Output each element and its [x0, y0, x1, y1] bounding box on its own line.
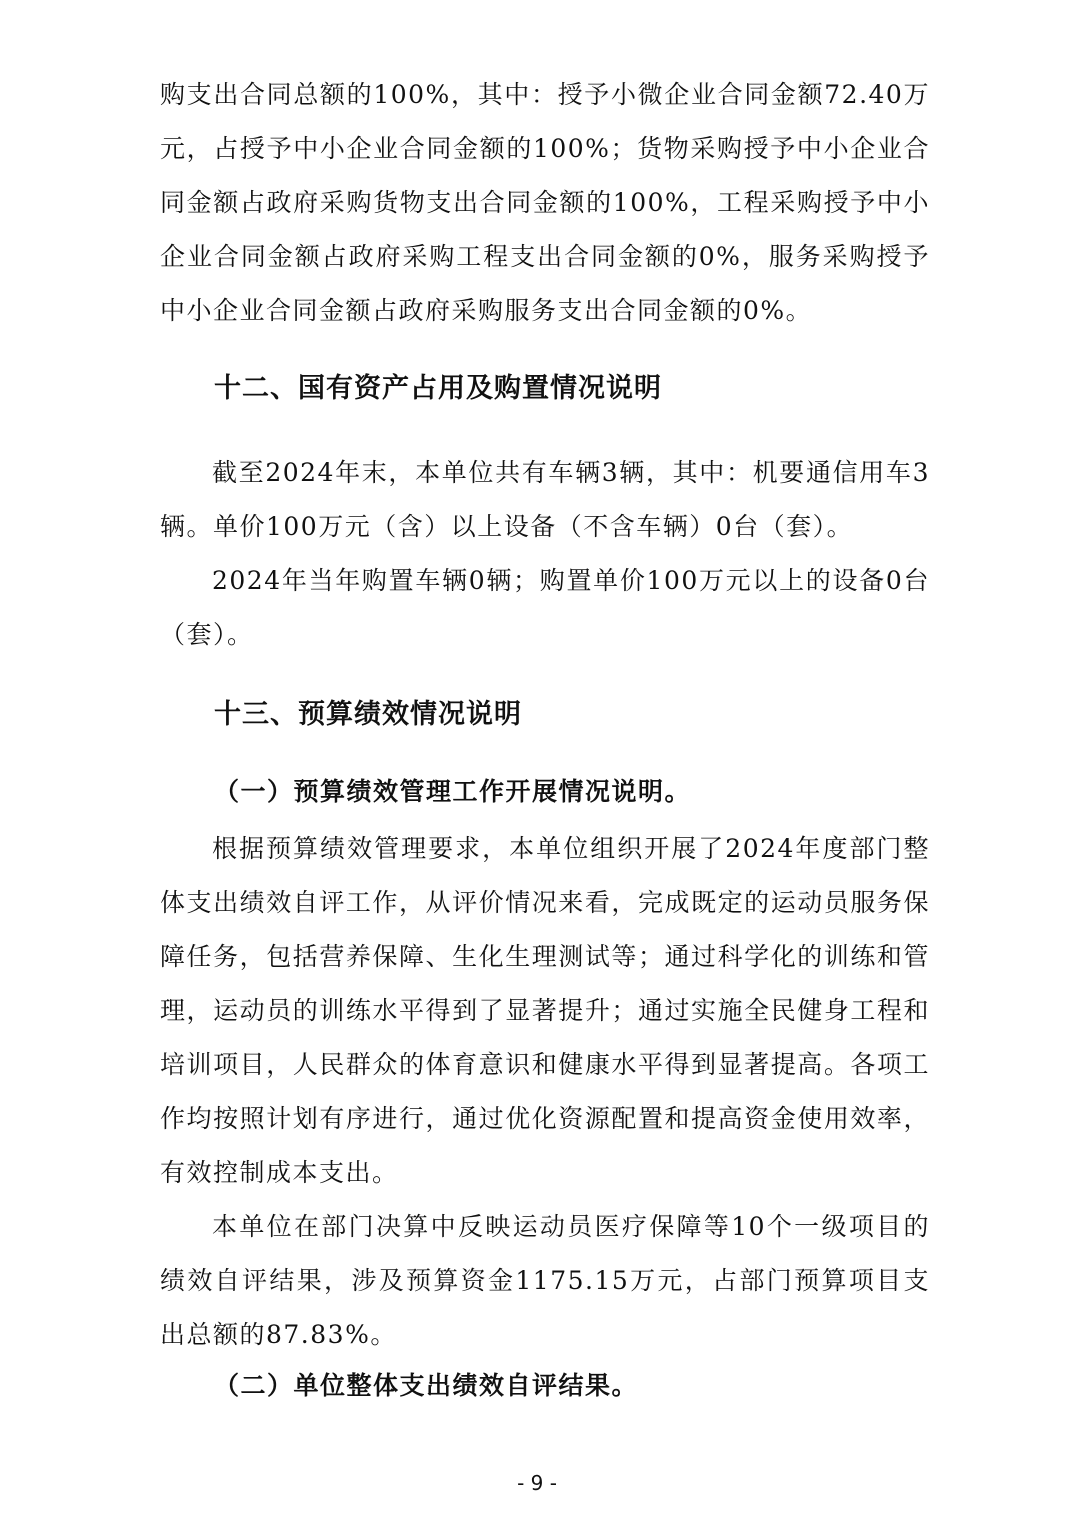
section-12-paragraph-vehicles: 截至2024年末，本单位共有车辆3辆，其中：机要通信用车3辆。单价100万元（含）以上设备（不含车辆）0台（套）。	[160, 458, 930, 541]
section-12-heading: 十二、国有资产占用及购置情况说明	[214, 373, 662, 404]
subsection-1-paragraph-results: 本单位在部门决算中反映运动员医疗保障等10个一级项目的绩效自评结果，涉及预算资金1175.15万元，占部门预算项目支出总额的87.83%。	[160, 1212, 930, 1349]
section-13-heading: 十三、预算绩效情况说明	[214, 699, 522, 730]
subsection-2-heading: （二）单位整体支出绩效自评结果。	[214, 1371, 639, 1400]
subsection-1-heading: （一）预算绩效管理工作开展情况说明。	[214, 777, 692, 806]
subsection-1-paragraph-self-evaluation: 根据预算绩效管理要求，本单位组织开展了2024年度部门整体支出绩效自评工作，从评价情况来看，完成既定的运动员服务保障任务，包括营养保障、生化生理测试等；通过科学化的训练和管理，运动员的训练水平得到了显著提升；通过实施全民健身工程和培训项目，人民群众的体育意识和健康水平得到显著提高。各项工作均按照计划有序进行，通过优化资源配置和提高资金使用效率，有效控制成本支出。	[160, 834, 930, 1187]
section-12-paragraph-purchases: 2024年当年购置车辆0辆；购置单价100万元以上的设备0台（套）。	[160, 566, 930, 649]
paragraph-procurement: 购支出合同总额的100%，其中：授予小微企业合同金额72.40万元，占授予中小企业合同金额的100%；货物采购授予中小企业合同金额占政府采购货物支出合同金额的100%，工程采购授予中小企业合同金额占政府采购工程支出合同金额的0%，服务采购授予中小企业合同金额占政府采购服务支出合同金额的0%。	[160, 80, 930, 325]
page-number: - 9 -	[517, 1471, 557, 1495]
